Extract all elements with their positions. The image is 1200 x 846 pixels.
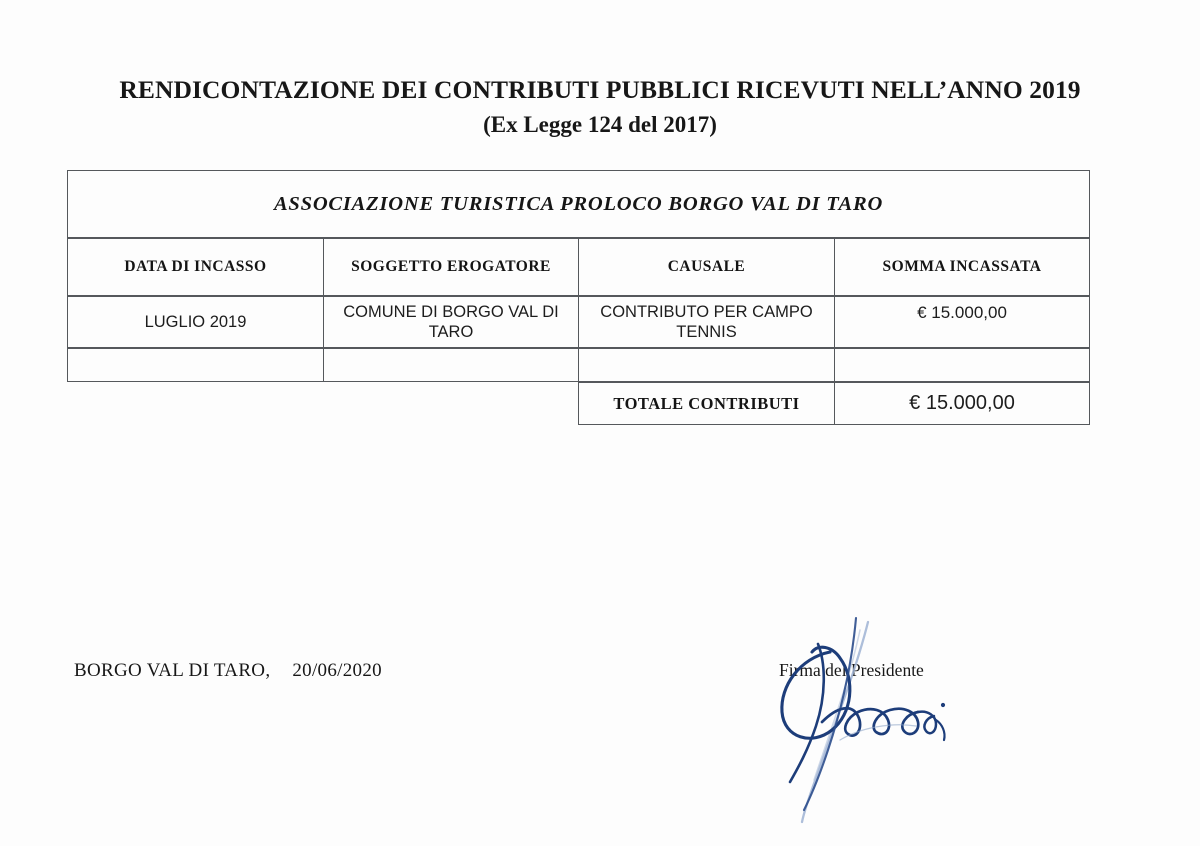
contributions-table [67,170,1090,426]
document-title-block [0,76,1200,137]
column-header-label: DATA DI INCASSO [124,258,267,275]
table-row-empty [323,348,579,382]
total-amount: € 15.000,00 [909,392,1015,414]
total-label-cell [578,382,835,425]
footer-place-date [74,660,382,682]
footer-place-label: BORGO VAL DI TARO, [74,660,271,681]
cell-reason: CONTRIBUTO PER CAMPO TENNIS [600,302,813,341]
association-name: ASSOCIAZIONE TURISTICA PROLOCO BORGO VAL DI TARO [273,192,884,215]
table-header-cell-amount [834,238,1090,296]
column-header-label: CAUSALE [667,258,746,275]
column-header-label: SOGGETTO EROGATORE [351,258,551,275]
cell-date: LUGLIO 2019 [144,312,247,331]
table-row-empty [67,348,324,382]
column-header-label: SOMMA INCASSATA [882,258,1042,275]
page-title: RENDICONTAZIONE DEI CONTRIBUTI PUBBLICI RICEVUTI NELL’ANNO 2019 [119,75,1081,104]
table-row [323,296,579,348]
table-row [67,296,324,348]
table-header-cell-provider [323,238,579,296]
page-subtitle: (Ex Legge 124 del 2017) [483,111,717,137]
table-row-empty [834,348,1090,382]
table-header-cell-reason [578,238,835,296]
cell-amount: € 15.000,00 [917,303,1007,322]
table-row-empty [578,348,835,382]
handwritten-signature-icon [760,600,1020,830]
table-row [834,296,1090,348]
total-label: TOTALE CONTRIBUTI [613,393,800,413]
cell-provider: COMUNE DI BORGO VAL DI TARO [343,302,559,341]
table-header-cell-date [67,238,324,296]
footer-date: 20/06/2020 [292,660,382,681]
signature-label: Firma del Presidente [779,660,924,680]
signature-block [760,600,1020,830]
total-value-cell [834,382,1090,425]
association-banner-row [67,170,1090,238]
table-row [578,296,835,348]
